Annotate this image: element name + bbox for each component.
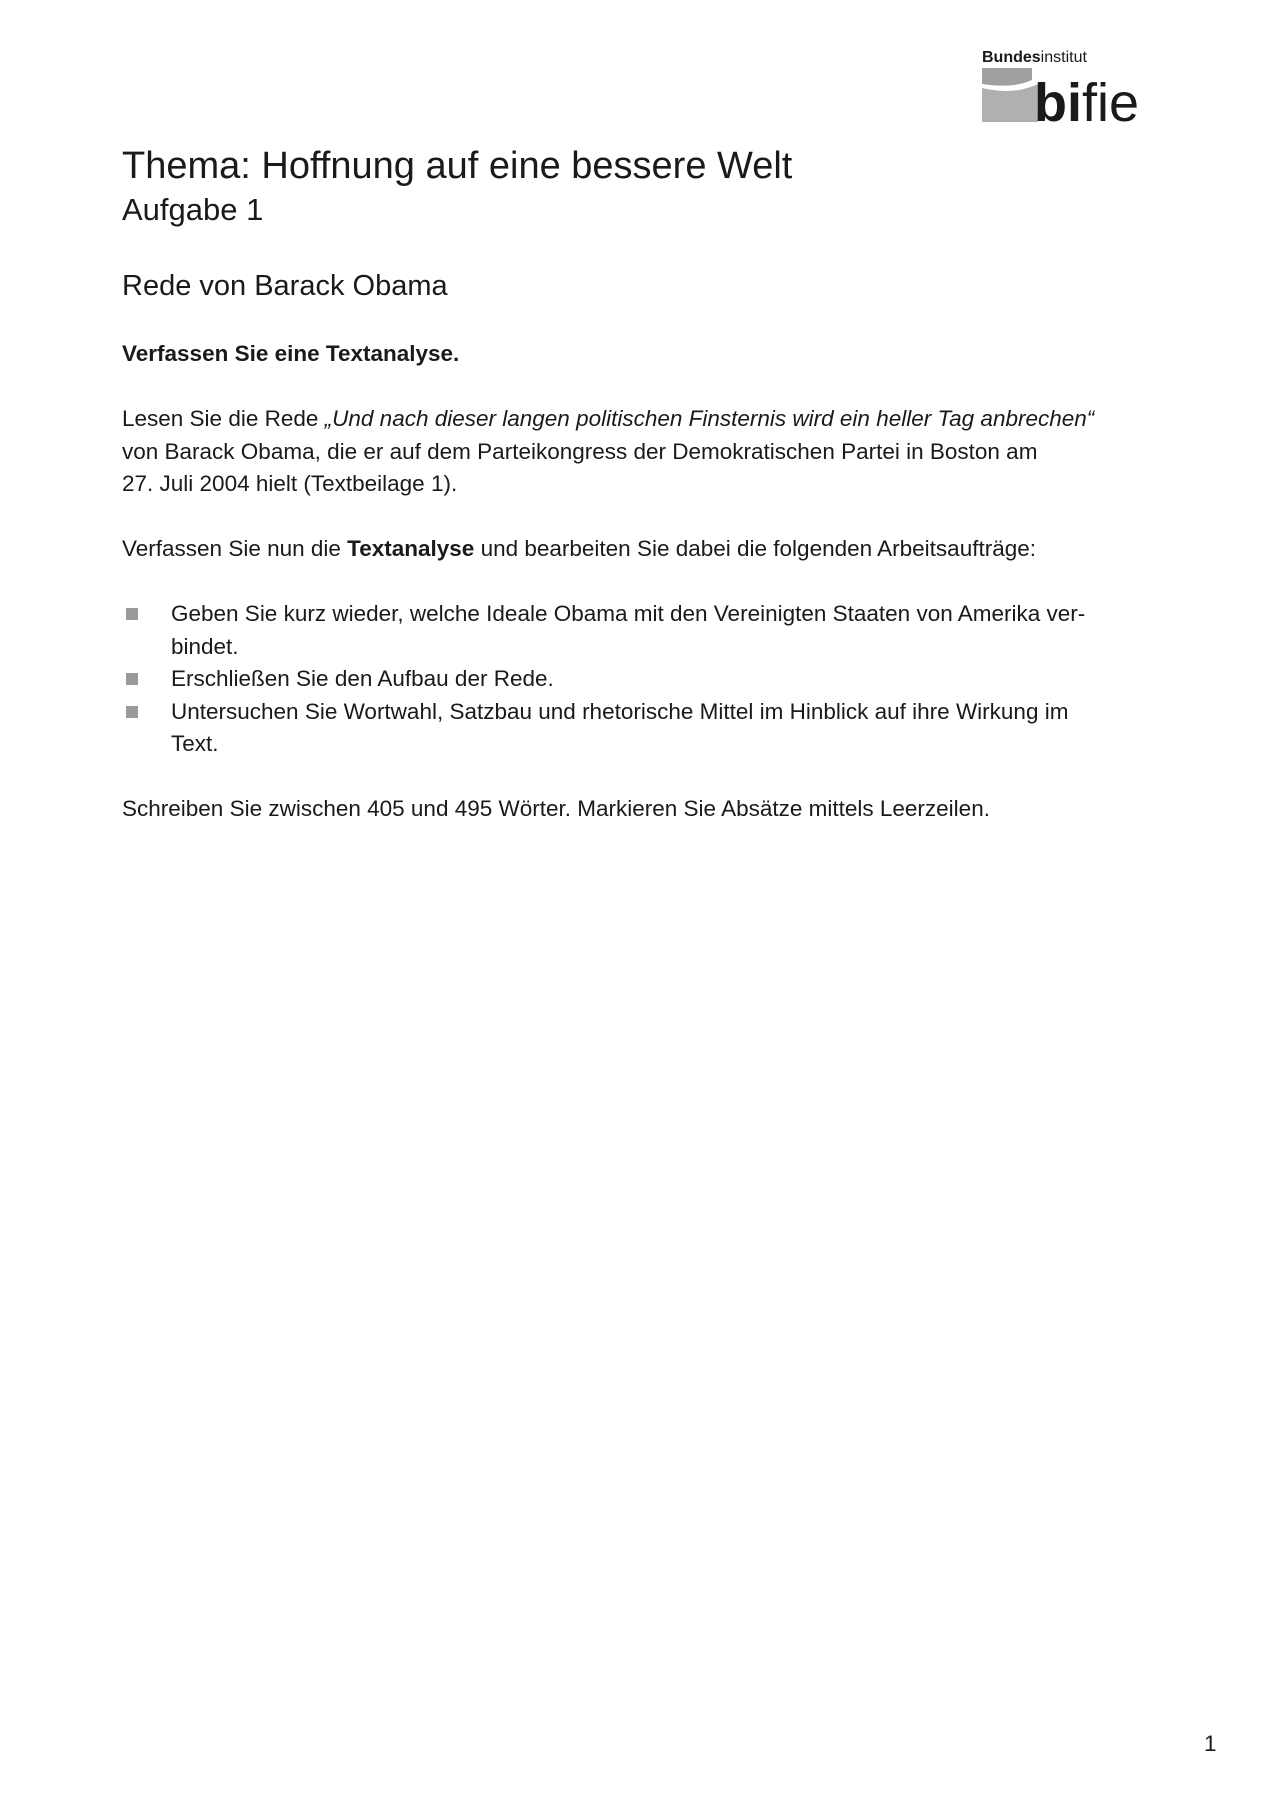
- task-number: Aufgabe 1: [122, 192, 264, 227]
- task-intro-bold: Textanalyse: [347, 536, 475, 561]
- svg-text:bifie: [1034, 73, 1139, 128]
- word-count-note: Schreiben Sie zwischen 405 und 495 Wörter. Markieren Sie Absätze mittels Leerzeilen.: [122, 796, 990, 821]
- page-title: Thema: Hoffnung auf eine bessere Welt: [122, 145, 793, 187]
- square-bullet-icon: [126, 608, 138, 620]
- list-item: [122, 663, 1182, 696]
- speech-title-quote: „Und nach dieser langen politischen Finsternis wird ein heller Tag anbrechen“: [324, 406, 1095, 431]
- page-number: 1: [1204, 1731, 1217, 1756]
- bifie-logo: [980, 46, 1165, 128]
- section-heading: Rede von Barack Obama: [122, 270, 448, 302]
- intro-prefix: Lesen Sie die Rede: [122, 406, 325, 431]
- task-intro-suffix: und bearbeiten Sie dabei die folgenden Arbeitsaufträge:: [474, 536, 1036, 561]
- list-item: [122, 598, 1182, 663]
- svg-text:Bundesinstitut: [982, 49, 1087, 66]
- logo-bundes: Bundes: [982, 49, 1041, 66]
- task-text: Geben Sie kurz wieder, welche Ideale Obama mit den Vereinigten Staaten von Amerika ver- bindet.: [171, 601, 1086, 659]
- task-instruction: Verfassen Sie eine Textanalyse.: [122, 341, 460, 366]
- task-intro-prefix: Verfassen Sie nun die: [122, 536, 348, 561]
- task-text: Untersuchen Sie Wortwahl, Satzbau und rhetorische Mittel im Hinblick auf ihre Wirkung im Text.: [171, 698, 1069, 756]
- list-item: [122, 696, 1182, 761]
- logo-fie: fie: [1082, 73, 1140, 128]
- logo-bi: bi: [1034, 73, 1082, 128]
- intro-line-2: von Barack Obama, die er auf dem Parteikongress der Demokratischen Partei in Boston am: [122, 438, 1038, 464]
- intro-paragraph: [122, 403, 1182, 501]
- task-text: Erschließen Sie den Aufbau der Rede.: [171, 666, 554, 691]
- intro-line-3: 27. Juli 2004 hielt (Textbeilage 1).: [122, 471, 458, 496]
- square-bullet-icon: [126, 673, 138, 685]
- logo-institut: institut: [1040, 49, 1087, 66]
- square-bullet-icon: [126, 706, 138, 718]
- task-intro-paragraph: [122, 533, 1182, 566]
- task-list: [122, 598, 1182, 761]
